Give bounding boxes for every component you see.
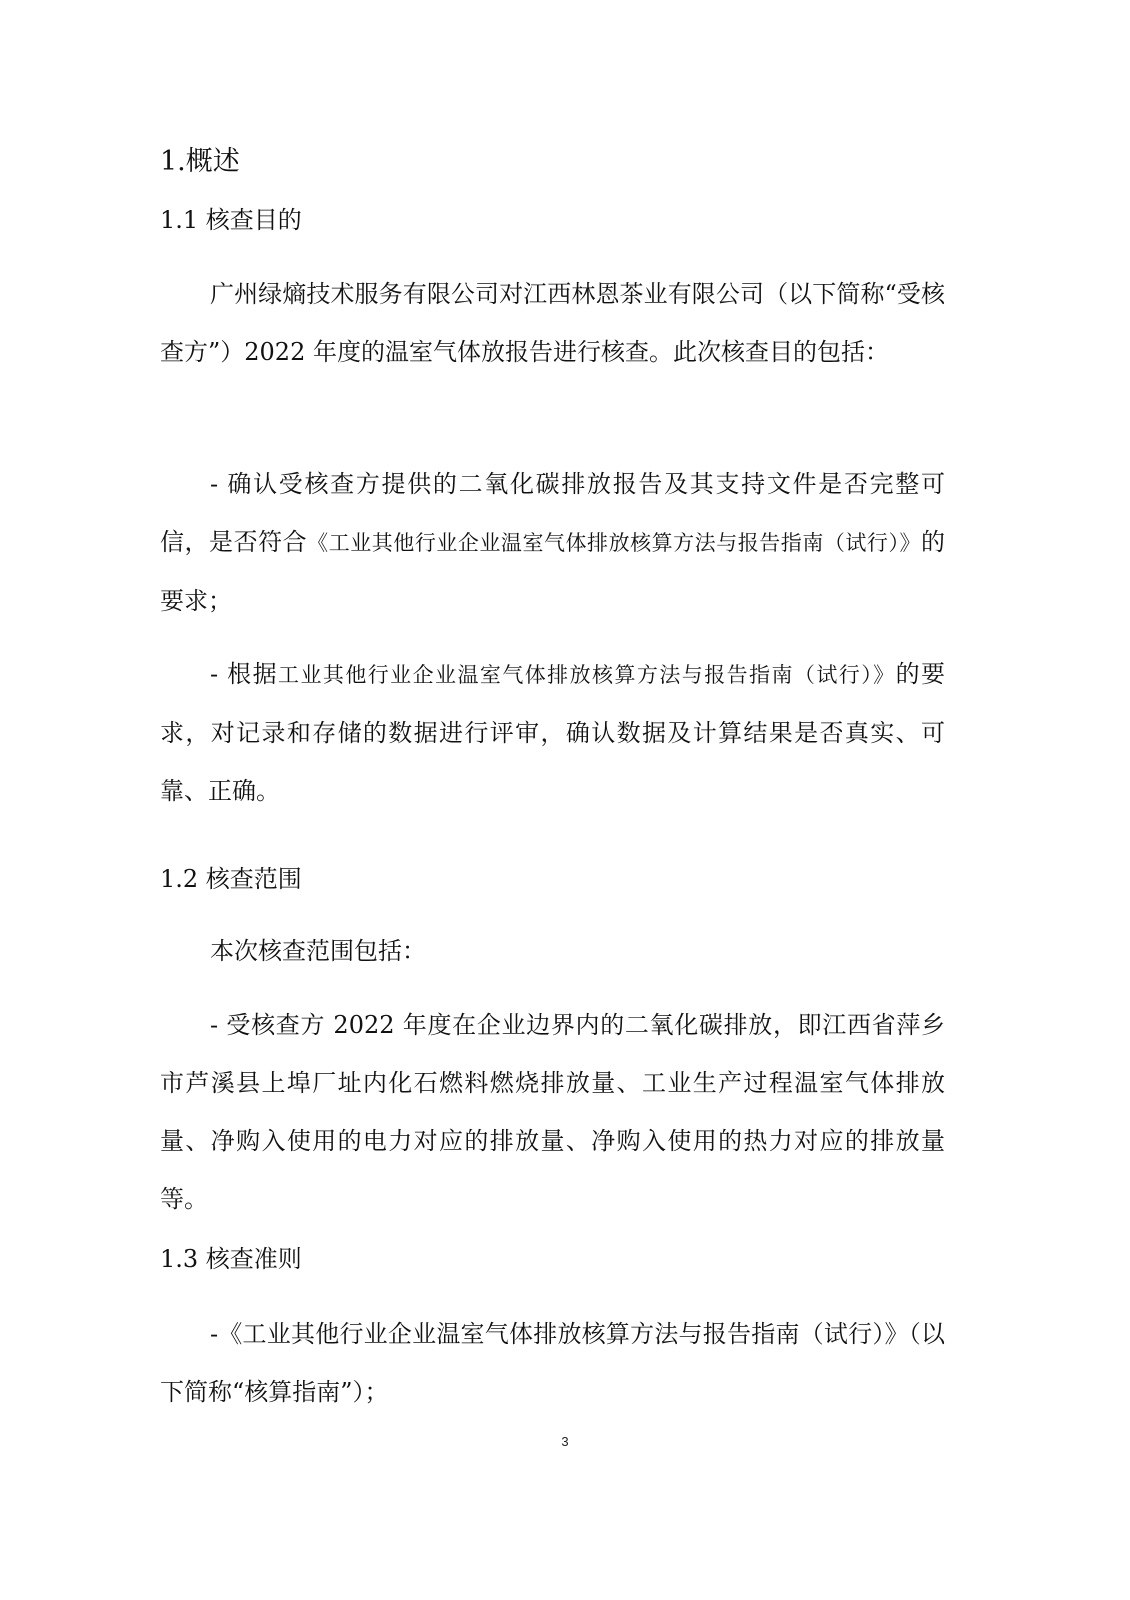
guideline-title-2: 工业其他行业企业温室气体排放核算方法与报告指南（试行）》	[278, 663, 896, 687]
criteria-item-1: -《工业其他行业企业温室气体排放核算方法与报告指南（试行）》（以下简称“核算指南”）；	[160, 1320, 945, 1406]
page-number: 3	[561, 1434, 569, 1449]
purpose-item-1	[160, 455, 945, 630]
paragraph-scope-intro: 本次核查范围包括：	[210, 937, 426, 965]
purpose-item-2-end: 的要求，对记录和存储的数据进行评审，确认数据及计算结果是否真实、可靠、正确。	[160, 660, 945, 805]
purpose-item-2	[160, 645, 945, 820]
section-title: 1.概述	[160, 146, 240, 177]
guideline-title: 《工业其他行业企业温室气体排放核算方法与报告指南（试行）》	[307, 531, 921, 555]
purpose-item-2-text: - 根据	[210, 660, 279, 688]
purpose-item-1-end: 的要求；	[160, 528, 945, 615]
paragraph-purpose-intro: 广州绿熵技术服务有限公司对江西林恩茶业有限公司（以下简称“受核查方”）2022 年度的温室气体放报告进行核查。此次核查目的包括：	[160, 280, 945, 366]
scope-item-1: - 受核查方 2022 年度在企业边界内的二氧化碳排放，即江西省萍乡市芦溪县上埠厂址内化石燃料燃烧排放量、工业生产过程温室气体排放量、净购入使用的电力对应的排放量、净购入使用的热力对应的排放量等。	[160, 1011, 945, 1213]
heading-verification-criteria: 1.3 核查准则	[160, 1245, 302, 1273]
heading-verification-scope: 1.2 核查范围	[160, 865, 302, 893]
heading-verification-purpose: 1.1 核查目的	[160, 206, 302, 234]
purpose-item-1-text: - 确认受核查方提供的二氧化碳排放报告及其支持文件是否完整可信，是否符合	[160, 470, 945, 556]
